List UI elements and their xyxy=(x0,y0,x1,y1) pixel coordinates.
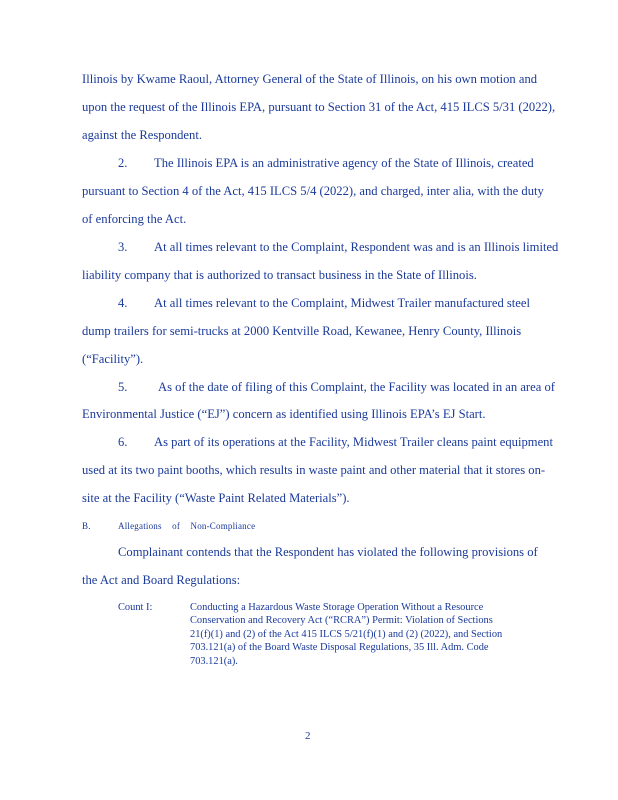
count-line: Conducting a Hazardous Waste Storage Operation Without a Resource xyxy=(190,602,484,613)
body-line: At all times relevant to the Complaint, Midwest Trailer manufactured steel xyxy=(154,296,530,310)
body-line: As of the date of filing of this Complaint, the Facility was located in an area of xyxy=(158,380,555,394)
body-line: At all times relevant to the Complaint, Respondent was and is an Illinois limited xyxy=(154,240,559,254)
paragraph-number: 6. xyxy=(118,435,128,449)
page-number: 2 xyxy=(305,730,311,742)
body-line: Illinois by Kwame Raoul, Attorney General of the State of Illinois, on his own motion and xyxy=(82,72,538,86)
count-line: Conservation and Recovery Act (“RCRA”) Permit: Violation of Sections xyxy=(190,615,493,626)
body-line: liability company that is authorized to transact business in the State of Illinois. xyxy=(82,268,477,282)
count-line: 21(f)(1) and (2) of the Act 415 ILCS 5/21(f)(1) and (2) (2022), and Section xyxy=(190,629,503,640)
body-line: pursuant to Section 4 of the Act, 415 ILCS 5/4 (2022), and charged, inter alia, with the duty xyxy=(82,184,544,198)
body-line: upon the request of the Illinois EPA, pursuant to Section 31 of the Act, 415 ILCS 5/31 (2022), xyxy=(82,100,556,114)
section-letter: B. xyxy=(82,521,91,531)
paragraph-number: 5. xyxy=(118,380,128,394)
section-heading: Allegations of Non-Compliance xyxy=(118,521,256,531)
count-label: Count I: xyxy=(118,602,153,613)
body-line: (“Facility”). xyxy=(82,352,144,366)
paragraph-number: 3. xyxy=(118,240,128,254)
body-line: against the Respondent. xyxy=(82,128,202,142)
body-line: site at the Facility (“Waste Paint Related Materials”). xyxy=(82,491,350,505)
body-line: used at its two paint booths, which results in waste paint and other material that it stores on- xyxy=(82,463,546,477)
count-line: 703.121(a) of the Board Waste Disposal Regulations, 35 Ill. Adm. Code xyxy=(190,642,489,653)
body-line: of enforcing the Act. xyxy=(82,212,187,226)
paragraph-number: 4. xyxy=(118,296,128,310)
body-line: dump trailers for semi-trucks at 2000 Kentville Road, Kewanee, Henry County, Illinois xyxy=(82,324,522,338)
body-line: the Act and Board Regulations: xyxy=(82,573,241,587)
count-line: 703.121(a). xyxy=(190,656,238,667)
body-line: Complainant contends that the Respondent has violated the following provisions of xyxy=(118,545,538,559)
body-line: Environmental Justice (“EJ”) concern as identified using Illinois EPA’s EJ Start. xyxy=(82,407,486,421)
body-line: The Illinois EPA is an administrative agency of the State of Illinois, created xyxy=(154,156,534,170)
paragraph-number: 2. xyxy=(118,156,128,170)
body-line: As part of its operations at the Facility, Midwest Trailer cleans paint equipment xyxy=(154,435,553,449)
